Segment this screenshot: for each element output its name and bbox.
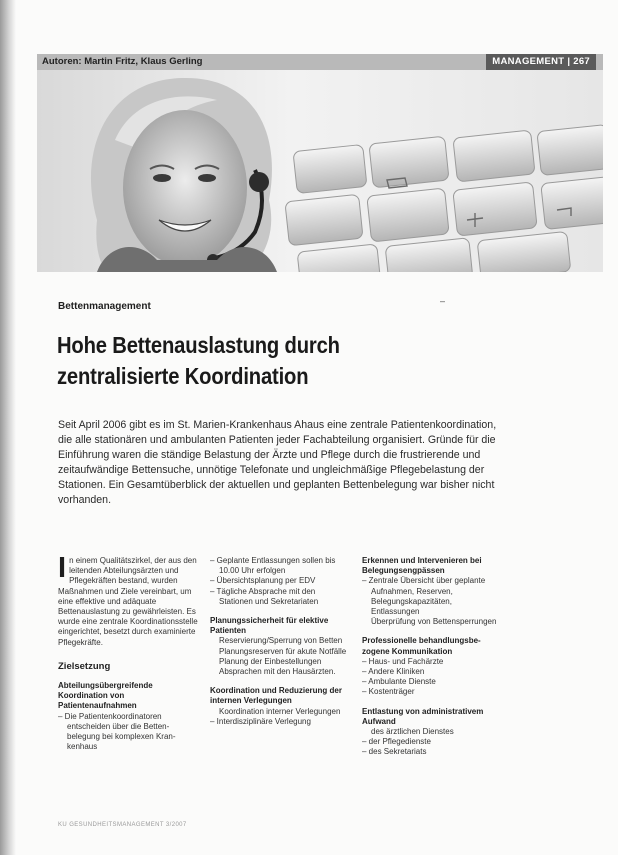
authors: Autoren: Martin Fritz, Klaus Gerling — [42, 56, 203, 67]
hero-photo — [37, 70, 603, 272]
list-item: – des Sekretariats — [362, 747, 427, 757]
list-item: – Tägliche Absprache mit den Stationen und Sekretariaten — [210, 586, 319, 606]
section-heading-zielsetzung: Zielsetzung — [58, 660, 111, 672]
list-item: Planungsreserven für akute Notfälle — [219, 646, 347, 656]
list-item: Koordination interner Verlegungen — [219, 706, 341, 716]
subheading-verlegungen: Koordination und Reduzierung der internen Verlegungen — [210, 686, 342, 706]
intro-paragraph — [58, 552, 198, 648]
list-item: – Geplante Entlassungen sollen bis 10.00 Uhr erfolgen — [210, 556, 336, 576]
intro-text: n einem Qualitätszirkel, der aus den leitenden Abteilungsärzten und Pflegekräften bestand, wurden Maßnahmen und Ziele vereinbart, um eine effektive und adäquate Bettenauslastung zu gewährleisten. Es wurde eine zentrale Koordinationsstelle eingerichtet, besetzt durch examinierte Pflegekräfte. — [58, 556, 198, 647]
article-headline: Hohe Bettenauslastung durch zentralisierte Koordination — [57, 332, 340, 389]
list-item: Planung der Einbestellungen — [219, 656, 322, 666]
page-footer: KU GESUNDHEITSMANAGEMENT 3/2007 — [58, 822, 187, 828]
drop-cap: I — [58, 552, 67, 584]
text-column-1 — [58, 552, 198, 752]
article-lead: Seit April 2006 gibt es im St. Marien-Krankenhaus Ahaus eine zentrale Patientenkoordination, die alle stationären und ambulanten Patienten jeder Fachabteilung organisiert. Gründe für die Einführung waren die ständige Belastung der Ärzte und Pflege durch die frustrierende und zeitaufwändige Bettensuche, unnötige Telefonate und ungleichmäßige Pflegebelastung der Stationen. Ein Gesamtüberblick der aktuellen und geplanten Bettenbelegung war bisher nicht vorhanden. — [58, 419, 497, 506]
list-item: – Kostenträger — [362, 687, 415, 697]
list-item: des ärztlichen Dienstes — [371, 727, 454, 737]
section-label: MANAGEMENT | 267 — [486, 54, 596, 70]
list-item: – Ambulante Dienste — [362, 677, 436, 687]
subheading-koordination: Abteilungsübergreifende Koordination von Patientenaufnahmen — [58, 681, 153, 711]
list-item: – Zentrale Übersicht über geplante Aufnahmen, Reserven, Belegungskapazitäten, Entlassungen — [362, 576, 486, 617]
list-item: – Andere Kliniken — [362, 667, 425, 677]
list-item: – Interdisziplinäre Verlegung — [210, 716, 311, 726]
text-column-2 — [210, 556, 350, 727]
list-item: – Die Patientenkoordinatoren entscheiden über die Bettenbelegung bei komplexen Krankenhaus — [58, 711, 176, 752]
text-column-3 — [362, 556, 502, 758]
list-item: Absprachen mit den Hausärzten. — [219, 667, 336, 677]
list-item: – der Pflegedienste — [362, 737, 431, 747]
list-item: – Haus- und Fachärzte — [362, 656, 444, 666]
binding-shadow — [0, 0, 16, 855]
list-item: – Übersichtsplanung per EDV — [210, 576, 316, 586]
list-item: Reservierung/Sperrung von Betten — [219, 636, 343, 646]
hero-photo-illustration — [37, 70, 603, 272]
article-kicker: Bettenmanagement — [58, 301, 151, 312]
subheading-kommunikation: Professionelle behandlungsbezogene Kommunikation — [362, 636, 481, 656]
subheading-planungssicherheit: Planungssicherheit für elektive Patienten — [210, 616, 329, 636]
list-item: Überprüfung von Bettensperrungen — [371, 617, 497, 627]
scan-mark: – — [440, 296, 446, 306]
subheading-entlastung: Entlastung von administrativem Aufwand — [362, 706, 484, 726]
subheading-engpaesse: Erkennen und Intervenieren bei Belegungsengpässen — [362, 556, 482, 576]
